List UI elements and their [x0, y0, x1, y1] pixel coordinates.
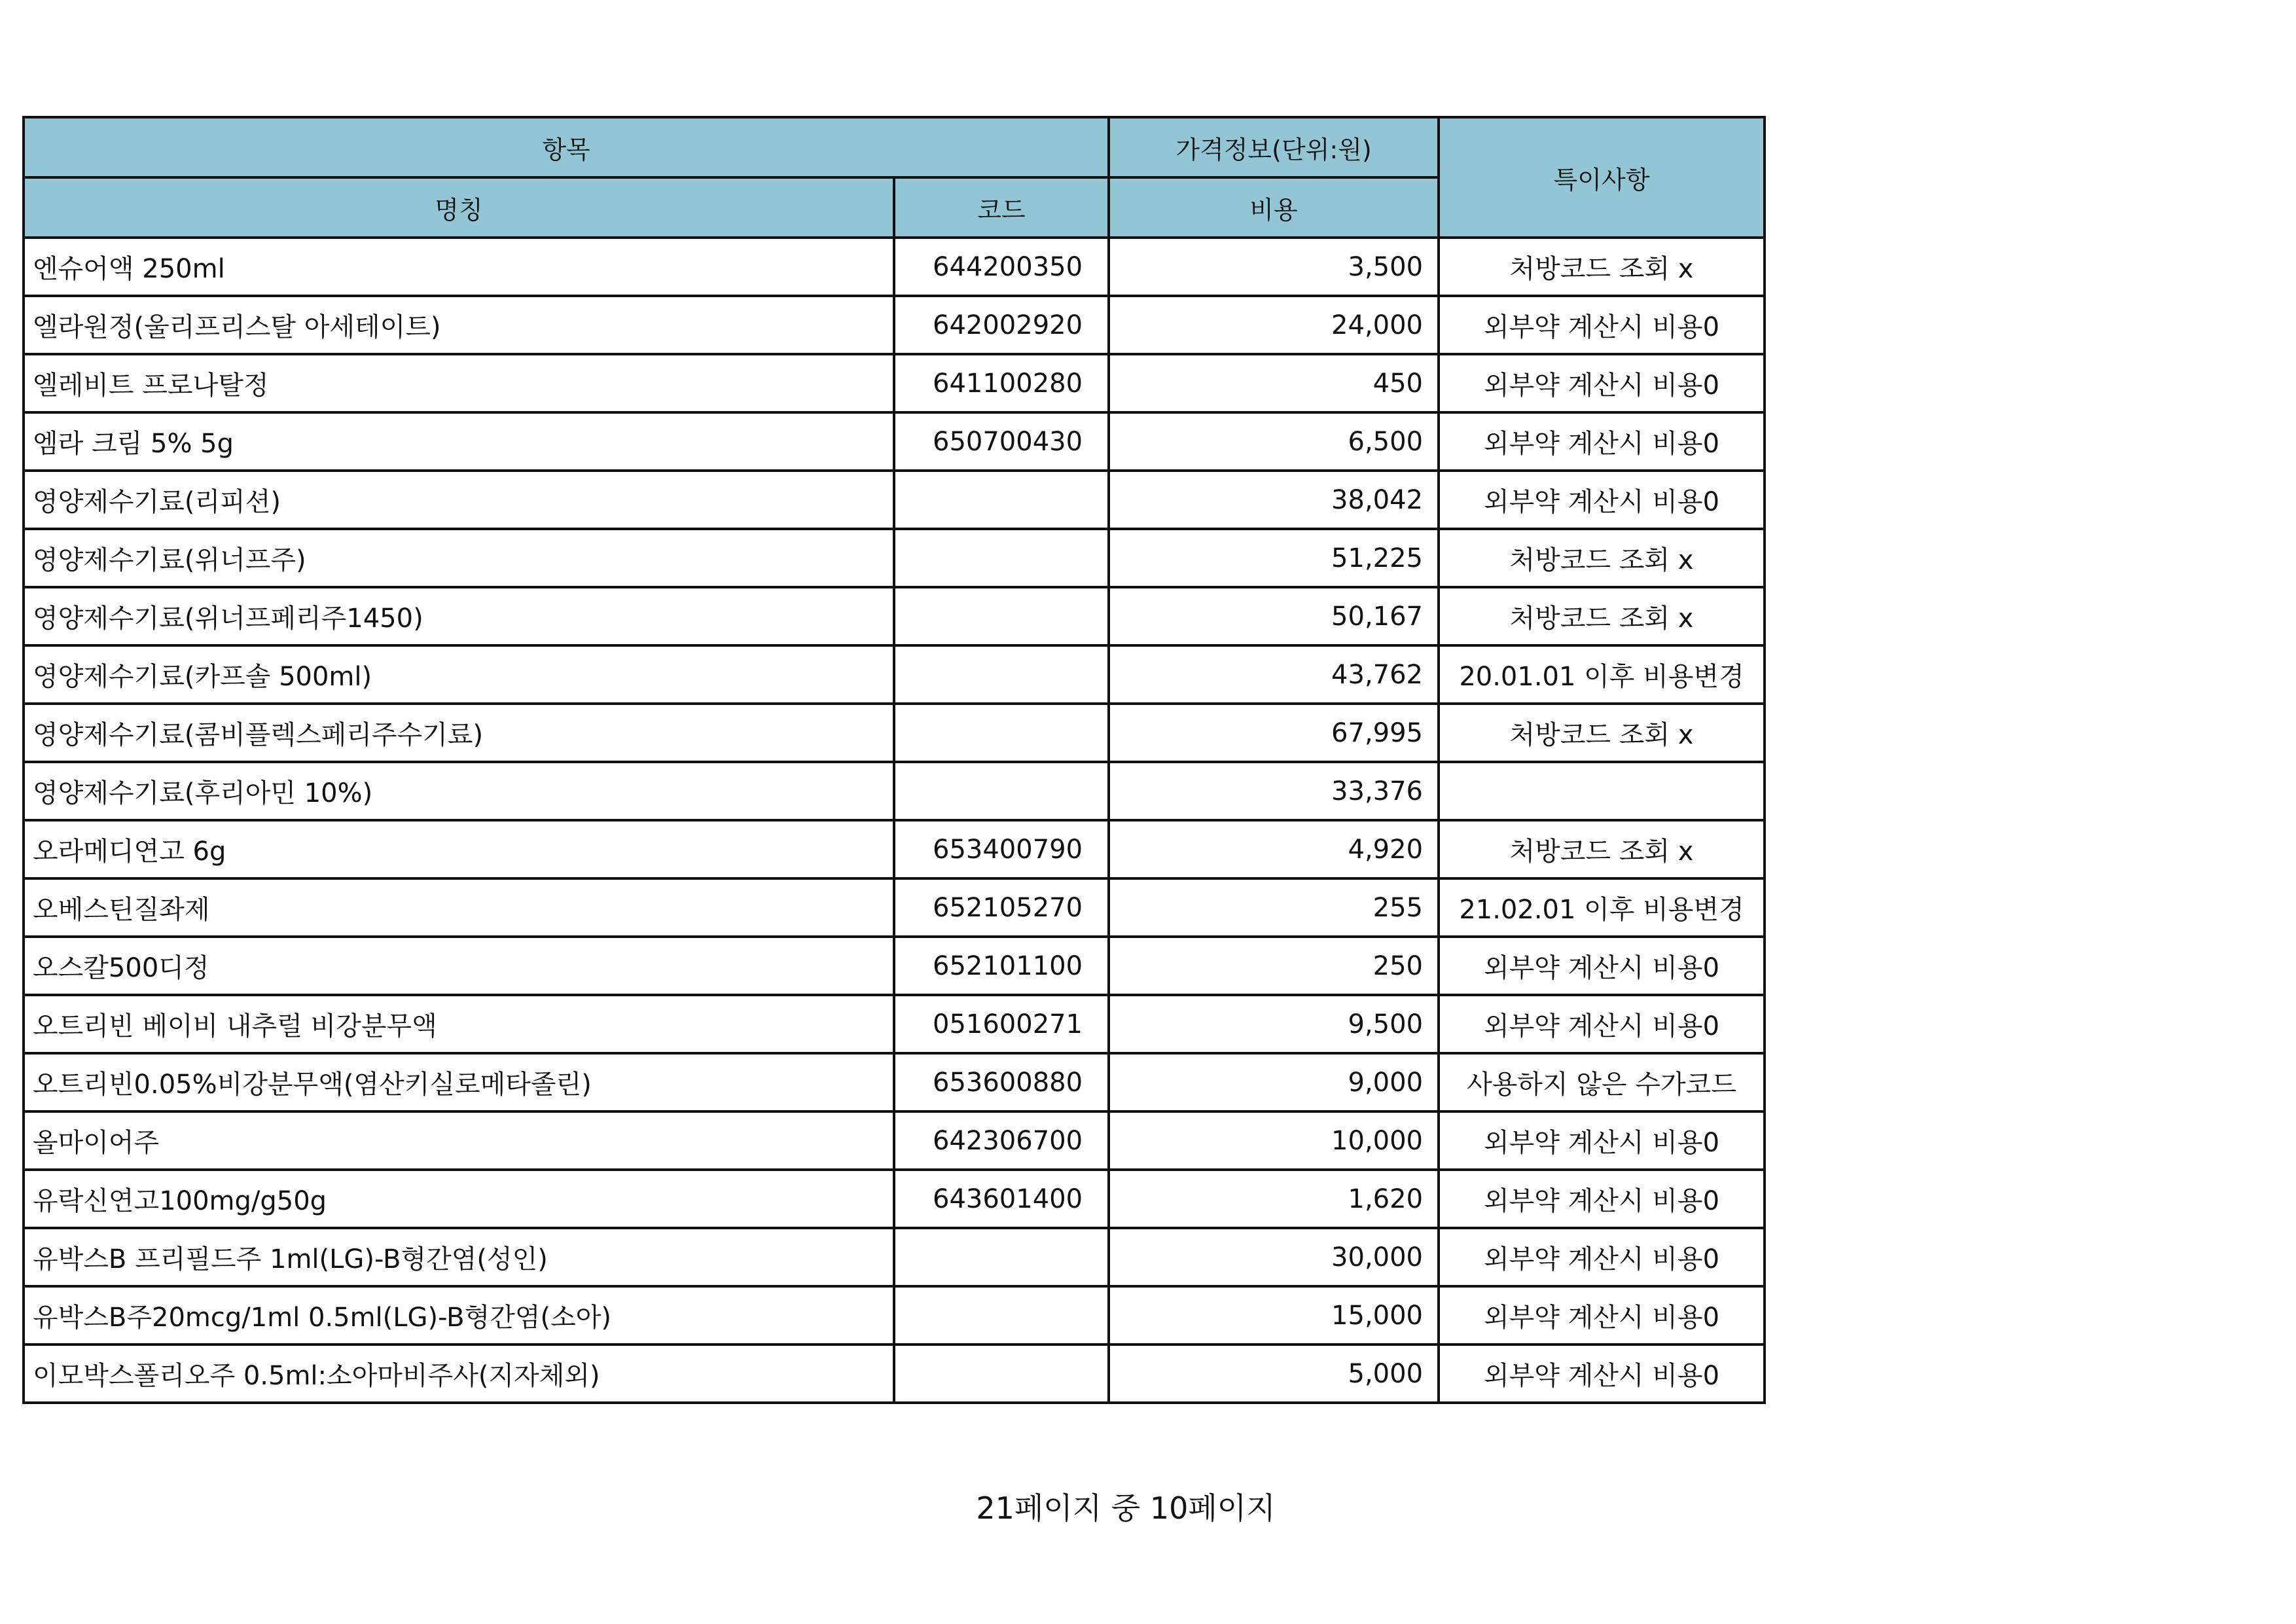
- cell-name: 유박스B 프리필드주 1ml(LG)-B형간염(성인): [24, 1228, 894, 1286]
- cell-name: 엠라 크림 5% 5g: [24, 412, 894, 471]
- table-row: [24, 1286, 1765, 1344]
- cell-note: 처방코드 조회 x: [1439, 529, 1765, 587]
- cell-name: 이모박스폴리오주 0.5ml:소아마비주사(지자체외): [24, 1344, 894, 1403]
- cell-code: [894, 529, 1109, 587]
- cell-code: 650700430: [894, 412, 1109, 471]
- table-row: [24, 1170, 1765, 1228]
- header-name: 명칭: [24, 177, 894, 238]
- cell-cost: 15,000: [1109, 1286, 1439, 1344]
- cell-note: [1439, 762, 1765, 820]
- cell-note: 처방코드 조회 x: [1439, 820, 1765, 878]
- table-row: [24, 1111, 1765, 1170]
- cell-note: 처방코드 조회 x: [1439, 704, 1765, 762]
- cell-note: 사용하지 않은 수가코드: [1439, 1053, 1765, 1111]
- cell-note: 21.02.01 이후 비용변경: [1439, 878, 1765, 937]
- cell-name: 영양제수기료(리피션): [24, 471, 894, 529]
- cell-cost: 1,620: [1109, 1170, 1439, 1228]
- cell-note: 외부약 계산시 비용0: [1439, 1170, 1765, 1228]
- table-row: [24, 529, 1765, 587]
- cell-name: 엘라원정(울리프리스탈 아세테이트): [24, 296, 894, 354]
- table-row: [24, 471, 1765, 529]
- cell-name: 유박스B주20mcg/1ml 0.5ml(LG)-B형간염(소아): [24, 1286, 894, 1344]
- cell-code: 644200350: [894, 238, 1109, 296]
- cell-name: 영양제수기료(카프솔 500ml): [24, 645, 894, 704]
- cell-code: [894, 471, 1109, 529]
- cell-name: 오트리빈0.05%비강분무액(염산키실로메타졸린): [24, 1053, 894, 1111]
- table-row: [24, 296, 1765, 354]
- cell-note: 외부약 계산시 비용0: [1439, 1344, 1765, 1403]
- cell-note: 외부약 계산시 비용0: [1439, 412, 1765, 471]
- header-remarks: 특이사항: [1439, 117, 1765, 238]
- cell-code: 051600271: [894, 995, 1109, 1053]
- cell-cost: 43,762: [1109, 645, 1439, 704]
- cell-cost: 30,000: [1109, 1228, 1439, 1286]
- cell-name: 영양제수기료(콤비플렉스페리주수기료): [24, 704, 894, 762]
- table-row: [24, 645, 1765, 704]
- cell-name: 영양제수기료(위너프페리주1450): [24, 587, 894, 645]
- cell-cost: 450: [1109, 354, 1439, 412]
- table-row: [24, 995, 1765, 1053]
- cell-cost: 250: [1109, 937, 1439, 995]
- cell-code: 653600880: [894, 1053, 1109, 1111]
- cell-cost: 51,225: [1109, 529, 1439, 587]
- cell-note: 외부약 계산시 비용0: [1439, 354, 1765, 412]
- cell-name: 오트리빈 베이비 내추럴 비강분무액: [24, 995, 894, 1053]
- cell-code: [894, 704, 1109, 762]
- cell-name: 오스칼500디정: [24, 937, 894, 995]
- cell-cost: 4,920: [1109, 820, 1439, 878]
- cell-name: 엘레비트 프로나탈정: [24, 354, 894, 412]
- table-row: [24, 1053, 1765, 1111]
- cell-code: 652105270: [894, 878, 1109, 937]
- header-cost: 비용: [1109, 177, 1439, 238]
- cell-code: [894, 1344, 1109, 1403]
- table-row: [24, 1228, 1765, 1286]
- table-row: [24, 238, 1765, 296]
- price-table: [22, 116, 1766, 1404]
- table-row: [24, 820, 1765, 878]
- table-body: [24, 238, 1765, 1403]
- header-code: 코드: [894, 177, 1109, 238]
- cell-cost: 6,500: [1109, 412, 1439, 471]
- cell-code: 641100280: [894, 354, 1109, 412]
- cell-cost: 9,000: [1109, 1053, 1439, 1111]
- cell-code: 643601400: [894, 1170, 1109, 1228]
- cell-cost: 5,000: [1109, 1344, 1439, 1403]
- cell-code: [894, 762, 1109, 820]
- cell-name: 오라메디연고 6g: [24, 820, 894, 878]
- table-row: [24, 878, 1765, 937]
- cell-note: 외부약 계산시 비용0: [1439, 1286, 1765, 1344]
- cell-code: 652101100: [894, 937, 1109, 995]
- header-item-group: 항목: [24, 117, 1109, 177]
- cell-cost: 67,995: [1109, 704, 1439, 762]
- cell-cost: 38,042: [1109, 471, 1439, 529]
- cell-cost: 9,500: [1109, 995, 1439, 1053]
- cell-code: [894, 1228, 1109, 1286]
- cell-code: 653400790: [894, 820, 1109, 878]
- cell-code: [894, 1286, 1109, 1344]
- cell-note: 처방코드 조회 x: [1439, 587, 1765, 645]
- table-row: [24, 412, 1765, 471]
- cell-code: [894, 587, 1109, 645]
- cell-note: 처방코드 조회 x: [1439, 238, 1765, 296]
- cell-cost: 3,500: [1109, 238, 1439, 296]
- cell-cost: 255: [1109, 878, 1439, 937]
- table-row: [24, 587, 1765, 645]
- cell-name: 영양제수기료(후리아민 10%): [24, 762, 894, 820]
- table-row: [24, 937, 1765, 995]
- cell-note: 외부약 계산시 비용0: [1439, 1228, 1765, 1286]
- cell-note: 외부약 계산시 비용0: [1439, 937, 1765, 995]
- cell-note: 외부약 계산시 비용0: [1439, 471, 1765, 529]
- header-row-groups: [24, 117, 1765, 177]
- cell-name: 영양제수기료(위너프주): [24, 529, 894, 587]
- cell-note: 외부약 계산시 비용0: [1439, 1111, 1765, 1170]
- page-number: 21페이지 중 10페이지: [976, 1490, 1276, 1526]
- table-row: [24, 762, 1765, 820]
- cell-cost: 50,167: [1109, 587, 1439, 645]
- cell-code: [894, 645, 1109, 704]
- table-row: [24, 354, 1765, 412]
- cell-code: 642002920: [894, 296, 1109, 354]
- cell-cost: 10,000: [1109, 1111, 1439, 1170]
- header-price-group: 가격정보(단위:원): [1109, 117, 1439, 177]
- cell-name: 올마이어주: [24, 1111, 894, 1170]
- cell-name: 유락신연고100mg/g50g: [24, 1170, 894, 1228]
- cell-name: 오베스틴질좌제: [24, 878, 894, 937]
- cell-cost: 33,376: [1109, 762, 1439, 820]
- cell-cost: 24,000: [1109, 296, 1439, 354]
- cell-note: 20.01.01 이후 비용변경: [1439, 645, 1765, 704]
- cell-code: 642306700: [894, 1111, 1109, 1170]
- table-row: [24, 704, 1765, 762]
- cell-note: 외부약 계산시 비용0: [1439, 296, 1765, 354]
- cell-note: 외부약 계산시 비용0: [1439, 995, 1765, 1053]
- table-row: [24, 1344, 1765, 1403]
- cell-name: 엔슈어액 250ml: [24, 238, 894, 296]
